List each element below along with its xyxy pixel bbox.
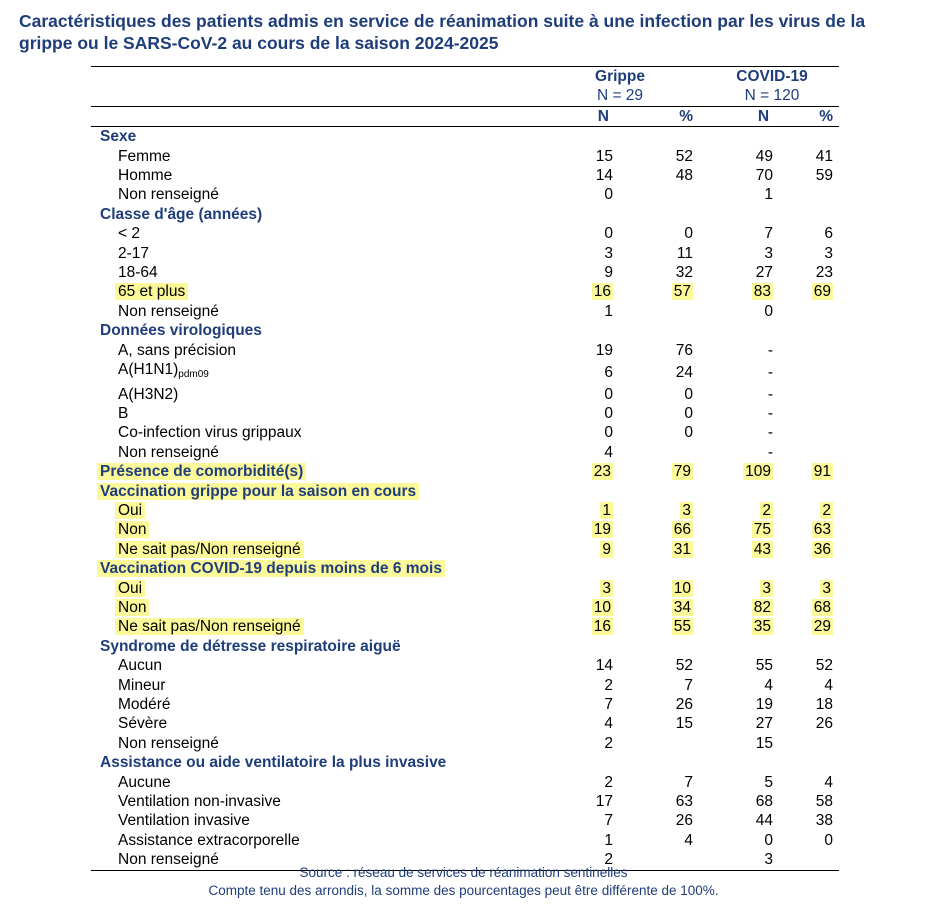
table-row <box>91 244 839 263</box>
cell-pct-grippe: 3 <box>682 501 692 519</box>
cell-pct-covid: 69 <box>813 283 832 301</box>
cell-pct-covid: 23 <box>815 264 834 282</box>
table-row <box>91 423 839 442</box>
category-label: Vaccination COVID-19 depuis moins de 6 mois <box>97 560 445 577</box>
cell-n-grippe: 0 <box>604 404 613 422</box>
cell-n-covid: 3 <box>764 244 774 262</box>
row-label: 65 et plus <box>115 283 188 300</box>
cell-n-covid: 43 <box>753 540 772 558</box>
cell-n-covid: 4 <box>764 676 774 694</box>
category-label: Assistance ou aide ventilatoire la plus invasive <box>100 754 447 772</box>
cell-n-covid: - <box>767 404 774 422</box>
row-label: Femme <box>118 147 171 165</box>
cell-n-grippe: 3 <box>604 244 613 262</box>
table-row <box>91 385 839 404</box>
table-row <box>91 695 839 714</box>
cell-pct-grippe: 0 <box>684 225 694 243</box>
cell-n-grippe: 14 <box>595 167 613 185</box>
table-row <box>91 501 839 520</box>
cell-n-covid: 27 <box>755 264 774 282</box>
row-label: Non <box>115 599 149 616</box>
table-row <box>91 166 839 185</box>
cell-n-covid: 0 <box>764 302 774 320</box>
footer-source: Source : réseau de services de réanimation sentinelles <box>299 865 628 880</box>
table-row <box>91 773 839 792</box>
table-row <box>91 792 839 811</box>
cell-n-covid: 83 <box>753 283 772 301</box>
cell-pct-covid: 68 <box>813 598 832 616</box>
row-label: Non <box>115 521 149 538</box>
row-label: Homme <box>118 167 173 185</box>
table-row <box>91 520 839 539</box>
table-row <box>91 676 839 695</box>
cell-n-covid: 68 <box>755 793 774 811</box>
cell-n-grippe: 16 <box>593 283 611 301</box>
cell-n-grippe: 0 <box>604 385 613 403</box>
cell-n-grippe: 19 <box>593 521 611 539</box>
cell-n-grippe: 3 <box>602 579 611 597</box>
row-label: A(H1N1) <box>118 361 179 379</box>
cell-pct-grippe: 24 <box>675 363 694 381</box>
table-row <box>91 185 839 204</box>
cell-n-covid: 3 <box>764 851 774 869</box>
row-label: Non renseigné <box>118 302 219 320</box>
row-label: Aucune <box>118 773 171 791</box>
row-label: Ventilation non-invasive <box>118 793 281 811</box>
row-label: Co-infection virus grippaux <box>118 424 302 442</box>
cell-n-covid: 19 <box>755 696 774 713</box>
cell-pct-covid: 41 <box>815 147 834 165</box>
patients-table <box>91 66 839 871</box>
row-label: Non renseigné <box>118 443 219 461</box>
cell-n-covid: 49 <box>755 147 774 165</box>
cell-n-covid: 82 <box>753 598 772 616</box>
cell-pct-grippe: 4 <box>684 831 694 849</box>
cell-n-grippe: 4 <box>604 715 613 733</box>
row-label: Mineur <box>118 676 166 694</box>
cell-n-covid: 15 <box>755 734 774 752</box>
cell-pct-grippe: 0 <box>684 424 694 442</box>
row-label: 18-64 <box>118 264 158 282</box>
cell-n-grippe: 2 <box>604 773 613 791</box>
cell-n-covid: - <box>767 424 774 442</box>
cell-n-grippe: 4 <box>604 443 613 461</box>
cell-pct-covid: 58 <box>815 793 834 811</box>
table-category-row <box>91 637 839 656</box>
cell-pct-covid: 3 <box>824 244 834 262</box>
cell-n-grippe: 1 <box>604 302 613 320</box>
table-row <box>91 302 839 321</box>
cell-pct-covid: 52 <box>815 657 834 675</box>
cell-n-grippe: 7 <box>604 696 613 713</box>
cell-pct-grippe: 0 <box>684 385 694 403</box>
col-header-n-covid: N <box>705 106 785 126</box>
cell-n-covid: - <box>767 443 774 461</box>
cell-pct-covid: 36 <box>813 540 832 558</box>
table-row <box>91 714 839 733</box>
row-label: B <box>118 404 129 422</box>
table-row <box>91 263 839 282</box>
row-label: 2-17 <box>118 244 150 262</box>
cell-n-covid: 109 <box>745 463 772 481</box>
table-row <box>91 734 839 753</box>
table-row <box>91 656 839 675</box>
cell-n-grippe: 9 <box>604 264 613 282</box>
row-label: Aucun <box>118 657 162 675</box>
cell-n-grippe: 15 <box>595 147 613 165</box>
cell-n-covid: 75 <box>753 521 772 539</box>
table-row <box>91 617 839 636</box>
table-row <box>91 811 839 830</box>
cell-n-covid: 7 <box>764 225 774 243</box>
group-header-covid: COVID-19 <box>705 67 839 87</box>
cell-pct-grippe: 10 <box>673 579 692 597</box>
group-count-grippe: N = 29 <box>535 86 705 106</box>
category-label: Données virologiques <box>100 322 262 340</box>
cell-n-covid: - <box>767 341 774 359</box>
row-label: Modéré <box>118 696 171 713</box>
cell-n-grippe: 0 <box>604 424 613 442</box>
cell-pct-covid: 3 <box>822 579 832 597</box>
row-label: Ne sait pas/Non renseigné <box>115 618 304 635</box>
row-label: Ne sait pas/Non renseigné <box>115 541 304 558</box>
cell-pct-covid: 18 <box>815 696 834 713</box>
table-category-row <box>91 482 839 501</box>
cell-n-grippe: 17 <box>595 793 613 811</box>
category-label: Sexe <box>100 128 137 146</box>
col-header-n-grippe: N <box>535 106 625 126</box>
category-label: Présence de comorbidité(s) <box>97 463 306 480</box>
cell-pct-covid: 6 <box>824 225 834 243</box>
cell-pct-grippe: 26 <box>675 812 694 830</box>
cell-n-grippe: 1 <box>602 501 611 519</box>
cell-pct-covid: 2 <box>822 501 832 519</box>
cell-pct-covid: 0 <box>824 831 834 849</box>
cell-n-grippe: 6 <box>604 363 613 381</box>
cell-pct-covid: 4 <box>824 676 834 694</box>
cell-n-covid: 5 <box>764 773 774 791</box>
table-category-row <box>91 205 839 224</box>
data-table-container <box>91 66 839 871</box>
cell-n-grippe: 9 <box>602 540 611 558</box>
table-row <box>91 404 839 423</box>
table-body <box>91 127 839 870</box>
cell-n-grippe: 2 <box>604 851 613 869</box>
table-row <box>91 360 839 384</box>
category-label: Vaccination grippe pour la saison en cours <box>97 483 419 500</box>
cell-pct-grippe: 52 <box>675 147 694 165</box>
group-count-covid: N = 120 <box>705 86 839 106</box>
cell-n-covid: 35 <box>753 618 772 636</box>
row-label: Oui <box>115 502 145 519</box>
col-header-pct-covid: % <box>785 106 839 126</box>
table-row <box>91 443 839 462</box>
cell-pct-grippe: 31 <box>673 540 692 558</box>
cell-n-grippe: 10 <box>593 598 611 616</box>
table-row <box>91 598 839 617</box>
cell-pct-grippe: 26 <box>675 696 694 713</box>
table-category-row <box>91 559 839 578</box>
table-row <box>91 831 839 850</box>
cell-n-covid: - <box>767 385 774 403</box>
table-row <box>91 147 839 166</box>
cell-n-grippe: 14 <box>595 657 613 675</box>
cell-pct-grippe: 48 <box>675 167 694 185</box>
cell-n-covid: 70 <box>755 167 774 185</box>
cell-n-grippe: 0 <box>604 225 613 243</box>
row-label: Non renseigné <box>118 734 219 752</box>
cell-n-covid: 0 <box>764 831 774 849</box>
cell-pct-covid: 59 <box>815 167 834 185</box>
cell-n-covid: 2 <box>762 501 772 519</box>
row-label: Assistance extracorporelle <box>118 831 300 849</box>
footer-note: Compte tenu des arrondis, la somme des pourcentages peut être différente de 100%. <box>208 883 719 898</box>
cell-pct-covid: 4 <box>824 773 834 791</box>
table-row <box>91 579 839 598</box>
cell-n-grippe: 2 <box>604 676 613 694</box>
table-title: Caractéristiques des patients admis en service de réanimation suite à une infection par les virus de la grippe ou le SARS-CoV-2 au cours de la saison 2024-2025 <box>19 11 866 53</box>
cell-pct-grippe: 79 <box>673 463 692 481</box>
table-category-row <box>91 462 839 481</box>
cell-pct-grippe: 34 <box>673 598 692 616</box>
row-label: Sévère <box>118 715 168 733</box>
row-label: Ventilation invasive <box>118 812 250 830</box>
row-label: Non renseigné <box>118 851 219 869</box>
cell-pct-grippe: 52 <box>675 657 694 675</box>
cell-n-grippe: 23 <box>593 463 611 481</box>
cell-pct-grippe: 7 <box>684 676 694 694</box>
cell-pct-covid: 26 <box>815 715 834 733</box>
table-category-row <box>91 753 839 772</box>
cell-pct-grippe: 55 <box>673 618 692 636</box>
cell-n-covid: 55 <box>755 657 774 675</box>
cell-pct-grippe: 15 <box>675 715 694 733</box>
row-label: < 2 <box>118 225 140 243</box>
cell-pct-grippe: 57 <box>673 283 692 301</box>
cell-n-covid: 27 <box>755 715 774 733</box>
table-row <box>91 341 839 360</box>
cell-pct-covid: 91 <box>813 463 832 481</box>
cell-n-grippe: 2 <box>604 734 613 752</box>
row-label: A(H3N2) <box>118 385 179 403</box>
cell-n-covid: - <box>767 363 774 381</box>
cell-pct-covid: 63 <box>813 521 832 539</box>
table-row <box>91 540 839 559</box>
cell-n-grippe: 7 <box>604 812 613 830</box>
category-label: Syndrome de détresse respiratoire aiguë <box>100 637 401 655</box>
cell-n-grippe: 0 <box>604 186 613 204</box>
cell-pct-grippe: 11 <box>676 244 694 262</box>
table-row <box>91 224 839 243</box>
cell-pct-covid: 38 <box>815 812 834 830</box>
table-category-row <box>91 127 839 147</box>
cell-pct-grippe: 66 <box>673 521 692 539</box>
cell-n-grippe: 16 <box>593 618 611 636</box>
table-row <box>91 282 839 301</box>
row-label: Non renseigné <box>118 186 219 204</box>
cell-n-grippe: 19 <box>595 341 613 359</box>
row-label-subscript: pdm09 <box>178 369 209 381</box>
cell-pct-grippe: 32 <box>675 264 694 282</box>
cell-pct-covid: 29 <box>813 618 832 636</box>
category-label: Classe d'âge (années) <box>100 205 263 223</box>
row-label: Oui <box>115 580 145 597</box>
cell-pct-grippe: 0 <box>684 404 694 422</box>
cell-n-covid: 1 <box>764 186 774 204</box>
group-header-grippe: Grippe <box>535 67 705 87</box>
cell-n-covid: 3 <box>762 579 772 597</box>
cell-n-grippe: 1 <box>604 831 613 849</box>
col-header-pct-grippe: % <box>625 106 705 126</box>
cell-pct-grippe: 7 <box>684 773 694 791</box>
cell-pct-grippe: 63 <box>675 793 694 811</box>
cell-n-covid: 44 <box>755 812 774 830</box>
row-label: A, sans précision <box>118 341 237 359</box>
cell-pct-grippe: 76 <box>675 341 694 359</box>
table-category-row <box>91 321 839 340</box>
